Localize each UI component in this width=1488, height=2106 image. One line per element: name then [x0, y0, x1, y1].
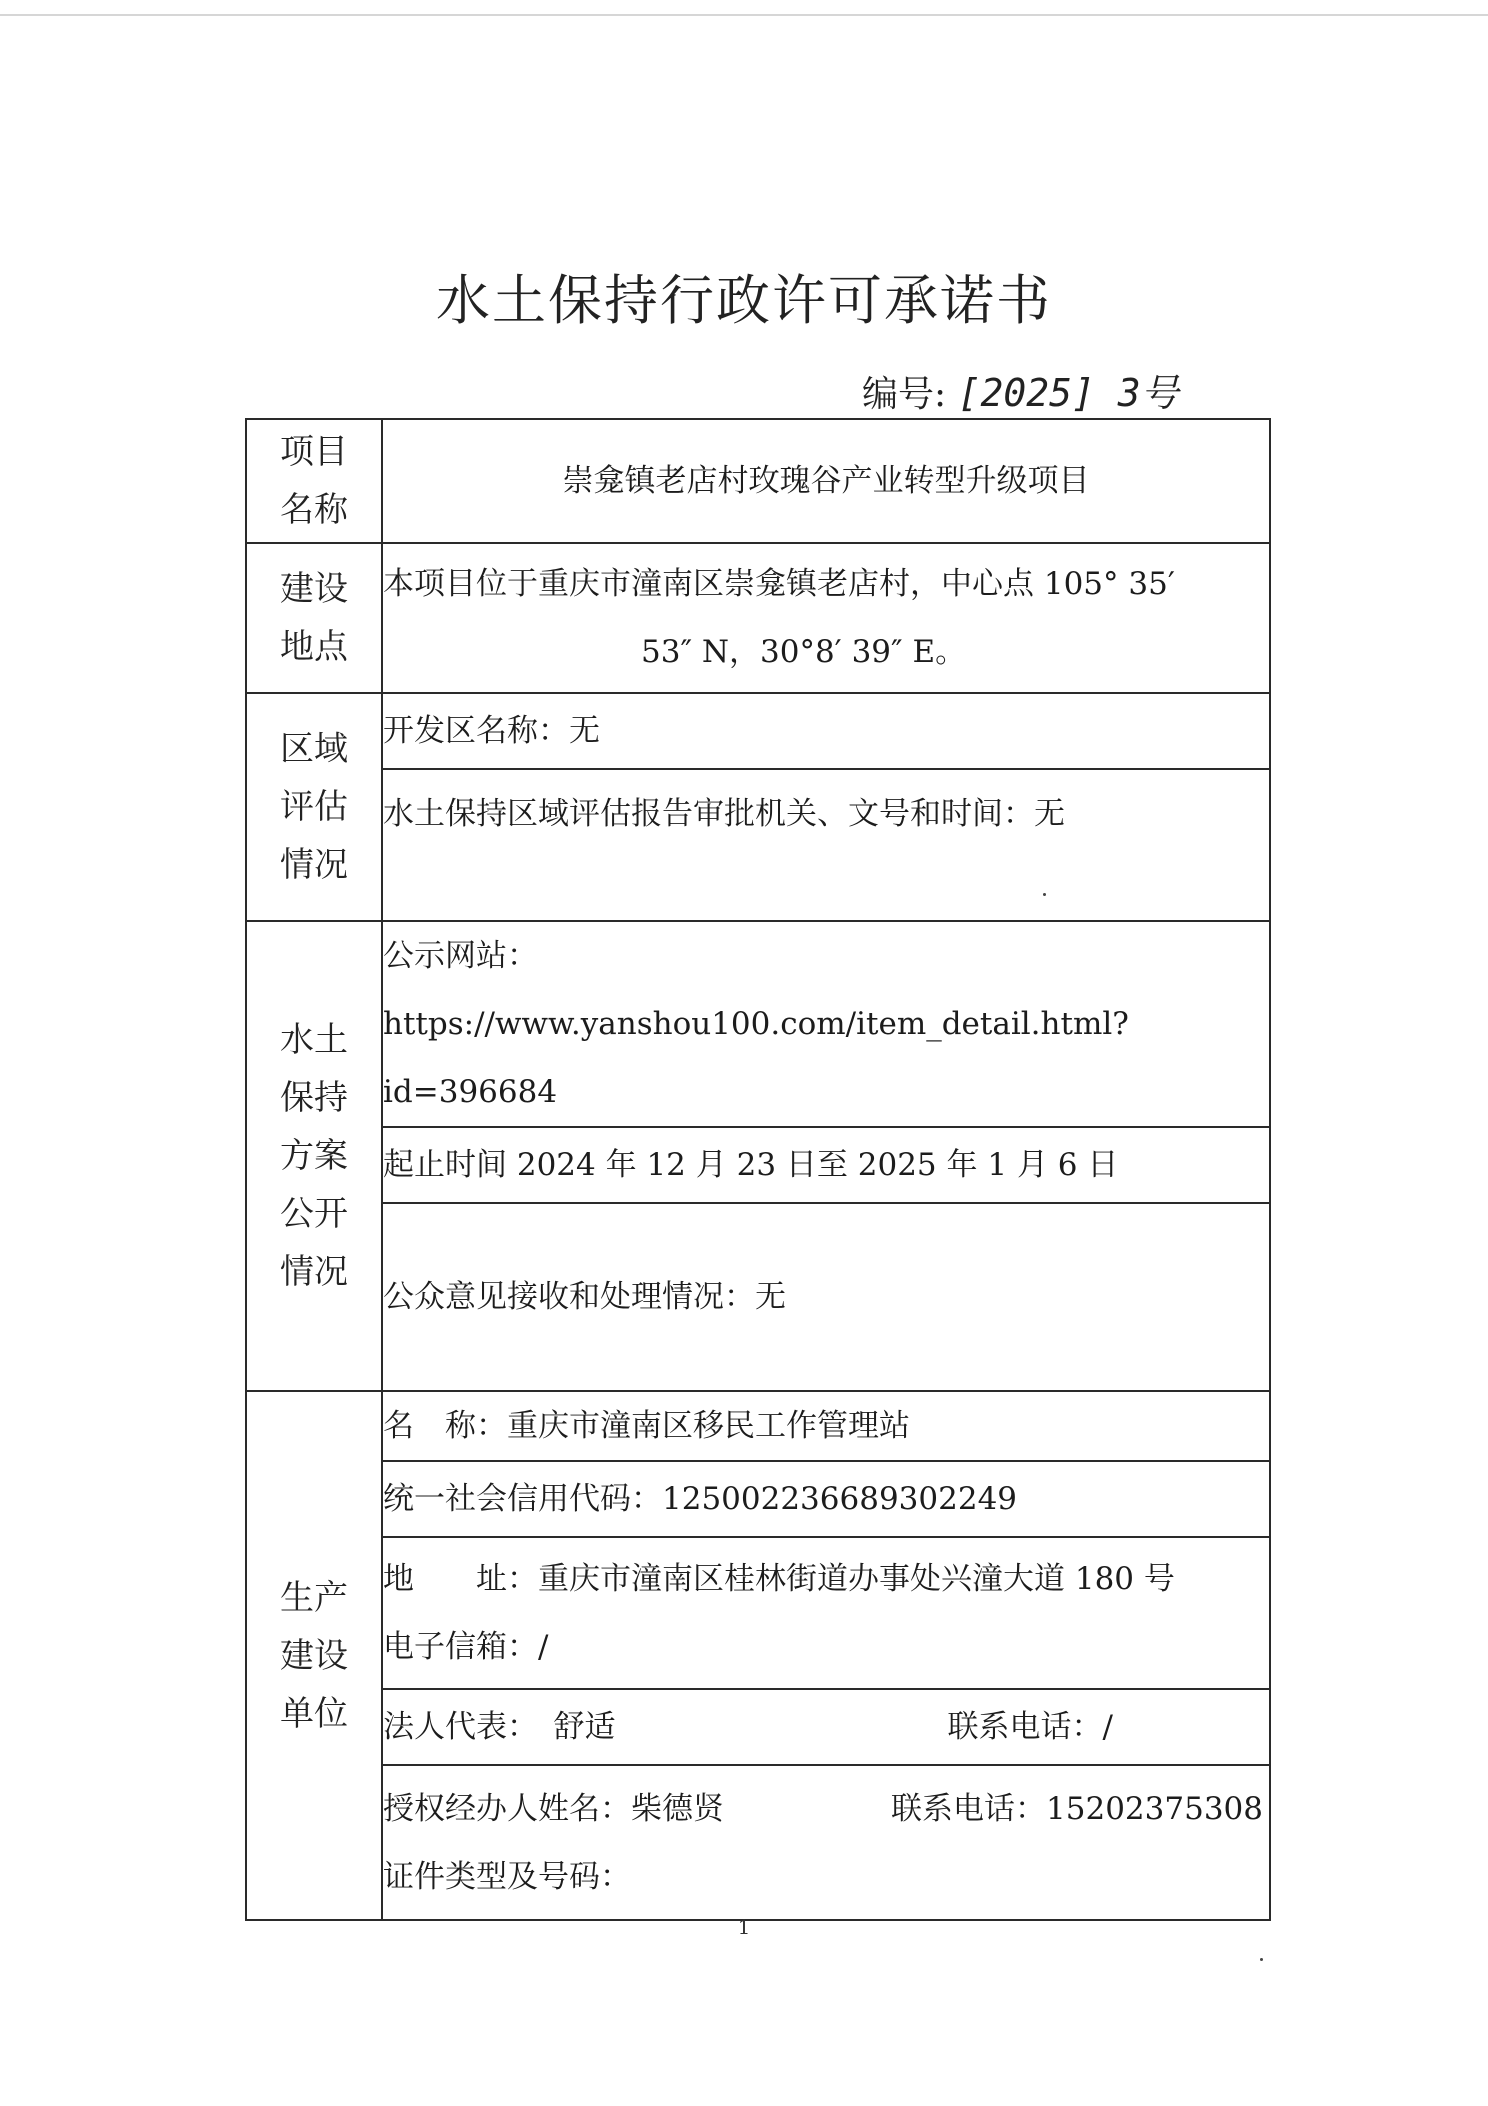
label-project-name: 项目名称 — [246, 419, 382, 543]
unit-name-value: 名 称：重庆市潼南区移民工作管理站 — [382, 1391, 1270, 1461]
row-disclosure-website — [246, 921, 1270, 1127]
dev-zone-value: 开发区名称：无 — [382, 693, 1270, 769]
label-plan-disclosure: 水土保持方案公开情况 — [246, 921, 382, 1391]
row-agent — [246, 1765, 1270, 1920]
label-producer: 生产建设单位 — [246, 1391, 382, 1920]
public-opinion-value: 公众意见接收和处理情况：无 — [382, 1203, 1270, 1391]
website-label: 公示网站： — [383, 938, 538, 974]
website-url: https://www.yanshou100.com/item_detail.html?id=396684 — [383, 1006, 1129, 1110]
disclosure-website-cell — [382, 921, 1270, 1127]
row-unit-name — [246, 1391, 1270, 1461]
row-assessment-approval — [246, 769, 1270, 921]
agent-phone: 联系电话：15202375308 — [891, 1790, 1263, 1827]
row-disclosure-period — [246, 1127, 1270, 1203]
scan-edge-line — [0, 14, 1488, 16]
row-dev-zone — [246, 693, 1270, 769]
document-number-value: [2025] 3号 — [957, 371, 1179, 415]
row-credit-code — [246, 1461, 1270, 1537]
row-legal-rep — [246, 1689, 1270, 1765]
email-value: 电子信箱：/ — [383, 1629, 549, 1665]
location-line-2: 53″ N，30°8′ 39″ E。 — [641, 634, 967, 670]
document-title: 水土保持行政许可承诺书 — [436, 269, 1052, 332]
project-name-value: 崇龛镇老店村玫瑰谷产业转型升级项目 — [382, 419, 1270, 543]
scan-speck — [1043, 893, 1046, 896]
credit-code-value: 统一社会信用代码：125002236689302249 — [382, 1461, 1270, 1537]
scan-speck — [1260, 1958, 1263, 1961]
row-public-opinion — [246, 1203, 1270, 1391]
legal-rep-cell — [382, 1689, 1270, 1765]
row-project-name — [246, 419, 1270, 543]
address-email-cell — [382, 1537, 1270, 1689]
document-number — [862, 362, 1179, 417]
row-address-email — [246, 1537, 1270, 1689]
agent-name-value: 授权经办人姓名：柴德贤 — [383, 1790, 724, 1827]
label-location: 建设地点 — [246, 543, 382, 693]
legal-rep-value: 法人代表： 舒适 — [383, 1709, 616, 1745]
address-value: 地 址：重庆市潼南区桂林街道办事处兴潼大道 180 号 — [383, 1561, 1175, 1597]
row-location — [246, 543, 1270, 693]
document-number-label: 编号: — [862, 374, 947, 415]
location-value — [382, 543, 1270, 693]
location-line-1: 本项目位于重庆市潼南区崇龛镇老店村，中心点 105° 35′ — [383, 566, 1175, 602]
agent-cell — [382, 1765, 1270, 1920]
legal-rep-phone: 联系电话：/ — [947, 1709, 1113, 1745]
page-number: 1 — [737, 1915, 751, 1939]
disclosure-period-value: 起止时间 2024 年 12 月 23 日至 2025 年 1 月 6 日 — [382, 1127, 1270, 1203]
id-type-value: 证件类型及号码： — [383, 1858, 631, 1895]
commitment-form-table — [245, 418, 1271, 1921]
label-regional-assessment: 区域评估情况 — [246, 693, 382, 921]
assessment-approval-value: 水土保持区域评估报告审批机关、文号和时间：无 — [382, 769, 1270, 921]
